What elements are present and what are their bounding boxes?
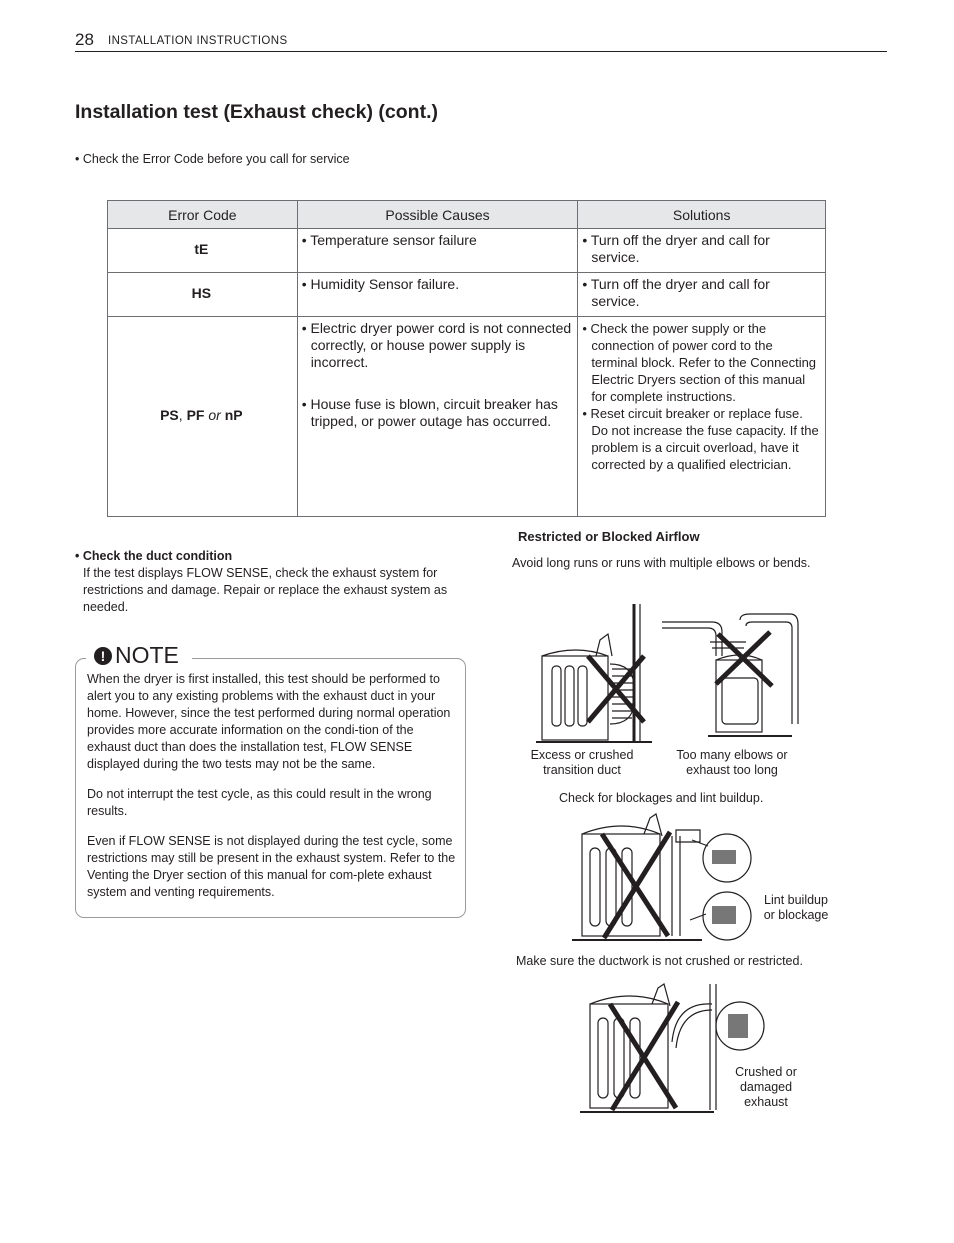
caption-elbows: Too many elbows or exhaust too long xyxy=(676,748,788,777)
page-title: Installation test (Exhaust check) (cont.) xyxy=(75,101,438,123)
caption-crushed: Crushed or damaged exhaust xyxy=(735,1065,797,1109)
possible-cause: • Electric dryer power cord is not connected correctly, or house power supply is incorrect. xyxy=(301,320,572,370)
lint-buildup-illustration xyxy=(572,810,762,944)
section-title: INSTALLATION INSTRUCTIONS xyxy=(108,35,288,47)
excess-duct-illustration xyxy=(536,604,666,744)
too-many-elbows-illustration xyxy=(660,614,802,744)
caption-excess: Excess or crushed transition duct xyxy=(530,748,634,777)
solution: • Check the power supply or the connection of power cord to the terminal block. Refer to the Connecting Electric Dryers section of this manual for complete instructions. xyxy=(582,321,817,404)
table-row xyxy=(108,317,826,517)
possible-cause: • House fuse is blown, circuit breaker has tripped, or power outage has occurred. xyxy=(301,396,558,429)
duct-check-body: If the test displays FLOW SENSE, check the exhaust system for restrictions and damage. Repair or replace the exhaust system as needed. xyxy=(83,566,448,614)
duct-check-section xyxy=(75,548,475,616)
note-paragraph: Do not interrupt the test cycle, as this could result in the wrong results. xyxy=(87,787,432,818)
caption-ductwork: Make sure the ductwork is not crushed or restricted. xyxy=(516,954,803,968)
header-rule xyxy=(75,51,887,52)
error-code: tE xyxy=(108,229,298,273)
note-paragraph: Even if FLOW SENSE is not displayed during the test cycle, some restrictions may still be present in the exhaust system. Refer to the Venting the Dryer section of this manual for com-plete exhaust system and venting requirements. xyxy=(87,834,456,899)
possible-cause: • Humidity Sensor failure. xyxy=(301,276,460,292)
table-row xyxy=(108,229,826,273)
duct-check-heading: • Check the duct condition xyxy=(75,549,233,563)
error-code: PS, PF or nP xyxy=(108,317,298,517)
solution: • Turn off the dryer and call for service. xyxy=(582,276,770,309)
possible-cause: • Temperature sensor failure xyxy=(301,232,477,248)
exclamation-icon: ! xyxy=(94,647,112,665)
error-code-table xyxy=(107,200,826,517)
error-code: HS xyxy=(108,273,298,317)
column-header: Possible Causes xyxy=(297,201,578,229)
note-paragraph: When the dryer is first installed, this test should be performed to alert you to any existing problems with the exhaust duct in your home. However, since the test performed during normal operation provides more accurate information on the condi-tion of the exhaust duct than does the installation test, FLOW SENSE displayed during the two tests may not be the same. xyxy=(87,672,451,771)
airflow-heading: Restricted or Blocked Airflow xyxy=(518,529,700,544)
table-header-row xyxy=(108,201,826,229)
note-body xyxy=(87,671,457,914)
intro-text: • Check the Error Code before you call for service xyxy=(75,152,350,166)
table-row xyxy=(108,273,826,317)
caption-lint: Lint buildup or blockage xyxy=(763,893,829,922)
column-header: Solutions xyxy=(578,201,826,229)
note-heading: ! NOTE xyxy=(94,642,179,669)
solution: • Reset circuit breaker or replace fuse. Do not increase the fuse capacity. If the problem is a circuit overload, have it corrected by a qualified electrician. xyxy=(582,406,819,472)
caption-blockages: Check for blockages and lint buildup. xyxy=(559,791,764,805)
solution: • Turn off the dryer and call for service. xyxy=(582,232,770,265)
airflow-body: Avoid long runs or runs with multiple elbows or bends. xyxy=(512,556,811,570)
page-number: 28 xyxy=(75,30,94,49)
column-header: Error Code xyxy=(108,201,298,229)
